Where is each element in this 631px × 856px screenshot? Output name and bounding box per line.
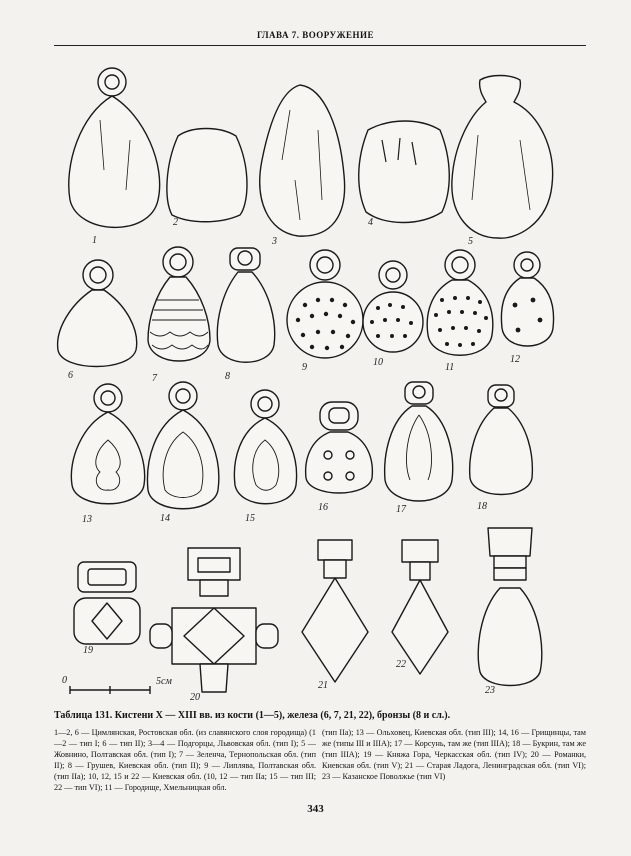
artifact-18 <box>470 385 533 495</box>
artifact-16 <box>306 402 373 493</box>
artifact-15 <box>234 390 296 504</box>
artifact-22 <box>392 540 448 674</box>
caption-title: Таблица 131. Кистени X — XIII вв. из кости (1—5), железа (6, 7, 21, 22), бронзы (8 и сл.). <box>54 710 451 721</box>
fig-number: 21 <box>318 680 328 691</box>
fig-number: 14 <box>160 513 170 524</box>
fig-number: 23 <box>485 685 495 696</box>
fig-number: 12 <box>510 354 520 365</box>
fig-number: 2 <box>173 217 178 228</box>
artifact-11 <box>427 250 493 355</box>
artifact-20 <box>150 548 278 692</box>
fig-number: 22 <box>396 659 406 670</box>
fig-number: 6 <box>68 370 73 381</box>
fig-number: 9 <box>302 362 307 373</box>
scale-zero: 0 <box>62 675 67 686</box>
running-header: ГЛАВА 7. ВООРУЖЕНИЕ <box>256 30 375 40</box>
fig-number: 11 <box>445 362 455 373</box>
artifact-9 <box>287 250 363 358</box>
fig-number: 17 <box>396 504 406 515</box>
artifact-1 <box>69 68 160 227</box>
fig-number: 7 <box>152 373 157 384</box>
scale-label: 5см <box>156 676 172 687</box>
artifact-14 <box>147 382 218 509</box>
artifact-23 <box>478 528 542 686</box>
artifact-10 <box>363 261 423 352</box>
caption-left-column: 1—2, 6 — Цимлянская, Ростовская обл. (из славянского слоя городища) (1—2 — тип I; 6 — тип II); 3—4 — Подгорцы, Львовская обл. (тип I); 5 — Жовнино, Полтавская обл. (тип I); 7 — Зеленча, Тернопольская обл. (тип II); 8 — Грушев, Киевская обл. (тип II); 9 — Липлява, Полтавская обл. (тип IIа); 10, 12, 15 и 22 — Киевская обл. (10, 12 — тип IIа; 15 — тип III; 22 — тип VI); 11 — Городище, Хмельницкая обл. <box>54 728 316 793</box>
fig-number: 16 <box>318 502 328 513</box>
page-number: 343 <box>307 803 324 815</box>
artifact-7 <box>148 247 210 361</box>
caption-right-column: (тип IIа); 13 — Ольховец, Киевская обл. (тип III); 14, 16 — Грищинцы, там же (типы III и IIIА); 17 — Корсунь, там же (тип IIIА); 18 — Букрин, там же (тип IIIА); 19 — Княжа Гора, Черкасская обл. (тип IV); 20 — Романки, Киевская обл. (тип V); 21 — Старая Ладога, Ленинградская обл. (тип VI); 23 — Казанское Поволжье (тип VI) <box>322 728 586 782</box>
fig-number: 3 <box>272 236 277 247</box>
fig-number: 8 <box>225 371 230 382</box>
artifact-4 <box>359 121 450 223</box>
scale-bar <box>70 686 150 694</box>
fig-number: 15 <box>245 513 255 524</box>
artifact-8 <box>217 248 274 362</box>
fig-number: 18 <box>477 501 487 512</box>
artifact-21 <box>302 540 368 682</box>
artifact-2 <box>167 129 247 222</box>
artifact-17 <box>385 382 453 501</box>
artifact-6 <box>58 260 137 367</box>
artifact-3 <box>260 85 345 236</box>
fig-number: 10 <box>373 357 383 368</box>
fig-number: 19 <box>83 645 93 656</box>
fig-number: 4 <box>368 217 373 228</box>
artifact-5 <box>452 76 553 239</box>
fig-number: 5 <box>468 236 473 247</box>
fig-number: 1 <box>92 235 97 246</box>
artifact-19 <box>74 562 140 644</box>
fig-number: 13 <box>82 514 92 525</box>
artifact-12 <box>501 252 553 346</box>
artifact-13 <box>71 384 144 504</box>
fig-number: 20 <box>190 692 200 703</box>
